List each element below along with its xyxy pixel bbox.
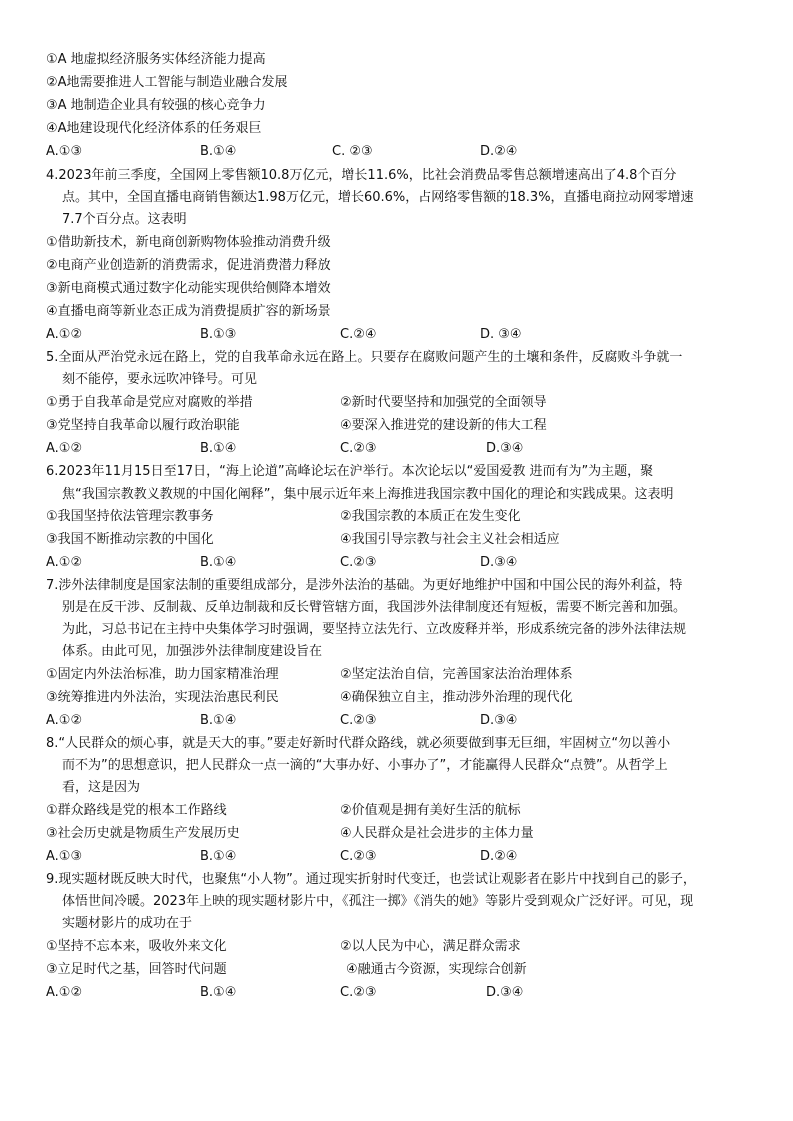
- q4-item-1: ①借助新技术，新电商创新购物体验推动消费升级: [46, 235, 331, 250]
- q8-option-b: B.①④: [200, 849, 237, 864]
- q9-stem-2: 体悟世间冷暖。2023年上映的现实题材影片中，《孤注一掷》《消失的她》等影片受到观众广泛好评。可见，现: [62, 894, 694, 909]
- q3-item-1: ①A 地虚拟经济服务实体经济能力提高: [46, 52, 266, 67]
- q8-option-a: A.①③: [46, 849, 83, 864]
- q9-options: [46, 985, 746, 1001]
- q7-options: [46, 713, 746, 729]
- q8-item-1: ①群众路线是党的根本工作路线: [46, 803, 227, 818]
- q5-option-a: A.①②: [46, 441, 83, 456]
- q7-item-3: ③统筹推进内外法治，实现法治惠民利民: [46, 690, 279, 705]
- q3-item-3: ③A 地制造企业具有较强的核心竞争力: [46, 98, 266, 113]
- q7-option-c: C.②③: [340, 713, 377, 728]
- q7-stem-1: 7.涉外法律制度是国家法制的重要组成部分，是涉外法治的基础。为更好地维护中国和中国公民的海外利益，特: [46, 578, 683, 593]
- q4-item-3: ③新电商模式通过数字化动能实现供给侧降本增效: [46, 281, 331, 296]
- q6-item-1: ①我国坚持依法管理宗教事务: [46, 509, 214, 524]
- q8-stem-1: 8.“人民群众的烦心事，就是天大的事。”要走好新时代群众路线，就必须要做到事无巨细，牢固树立“勿以善小: [46, 736, 671, 751]
- q5-item-4: ④要深入推进党的建设新的伟大工程: [340, 418, 547, 433]
- q9-option-b: B.①④: [200, 985, 237, 1000]
- q6-option-c: C.②③: [340, 555, 377, 570]
- q7-stem-2: 别是在反干涉、反制裁、反单边制裁和反长臂管辖方面，我国涉外法律制度还有短板，需要不断完善和加强。: [62, 600, 687, 615]
- q5-item-3: ③党坚持自我革命以履行政治职能: [46, 418, 240, 433]
- q3-item-4: ④A地建设现代化经济体系的任务艰巨: [46, 121, 262, 136]
- q6-item-3: ③我国不断推动宗教的中国化: [46, 532, 214, 547]
- q7-option-a: A.①②: [46, 713, 83, 728]
- q5-stem-2: 刻不能停，要永远吹冲锋号。可见: [62, 372, 258, 387]
- q4-option-d: D. ③④: [480, 327, 522, 342]
- q4-item-2: ②电商产业创造新的消费需求，促进消费潜力释放: [46, 258, 331, 273]
- q3-option-b: B.①④: [200, 144, 237, 159]
- q7-item-2: ②坚定法治自信，完善国家法治治理体系: [340, 667, 573, 682]
- q8-item-2: ②价值观是拥有美好生活的航标: [340, 803, 521, 818]
- q3-option-d: D.②④: [480, 144, 518, 159]
- q3-options: [46, 144, 746, 160]
- q7-stem-3: 为此，习总书记在主持中央集体学习时强调，要坚持立法先行、立改废释并举，形成系统完备的涉外法律法规: [62, 622, 687, 637]
- q9-stem-1: 9.现实题材既反映大时代，也聚焦“小人物”。通过现实折射时代变迁，也尝试让观影者在影片中找到自己的影子，: [46, 872, 696, 887]
- q4-option-b: B.①③: [200, 327, 237, 342]
- q9-option-c: C.②③: [340, 985, 377, 1000]
- q7-item-4: ④确保独立自主，推动涉外治理的现代化: [340, 690, 573, 705]
- q9-stem-3: 实题材影片的成功在于: [62, 916, 193, 931]
- q4-option-c: C.②④: [340, 327, 377, 342]
- q4-options: [46, 327, 746, 343]
- q8-option-c: C.②③: [340, 849, 377, 864]
- q7-stem-4: 体系。由此可见，加强涉外法律制度建设旨在: [62, 644, 323, 659]
- q5-options: [46, 441, 746, 457]
- q9-item-2: ②以人民为中心，满足群众需求: [340, 939, 521, 954]
- q4-stem-2: 点。其中，全国直播电商销售额达1.98万亿元，增长60.6%，占网络零售额的18.3%，直播电商拉动网零增速: [62, 190, 694, 205]
- q5-option-b: B.①④: [200, 441, 237, 456]
- q5-item-2: ②新时代要坚持和加强党的全面领导: [340, 395, 547, 410]
- q9-item-4: ④融通古今资源，实现综合创新: [346, 962, 527, 977]
- q3-item-2: ②A地需要推进人工智能与制造业融合发展: [46, 75, 288, 90]
- q9-item-1: ①坚持不忘本来，吸收外来文化: [46, 939, 227, 954]
- q7-option-b: B.①④: [200, 713, 237, 728]
- q8-item-4: ④人民群众是社会进步的主体力量: [340, 826, 534, 841]
- q3-option-a: A.①③: [46, 144, 83, 159]
- q7-item-1: ①固定内外法治标准，助力国家精准治理: [46, 667, 279, 682]
- q8-options: [46, 849, 746, 865]
- q4-stem-1: 4.2023年前三季度，全国网上零售额10.8万亿元，增长11.6%，比社会消费品零售总额增速高出了4.8个百分: [46, 168, 677, 183]
- q6-item-2: ②我国宗教的本质正在发生变化: [340, 509, 521, 524]
- q9-item-3: ③立足时代之基，回答时代问题: [46, 962, 227, 977]
- q5-item-1: ①勇于自我革命是党应对腐败的举措: [46, 395, 253, 410]
- q6-item-4: ④我国引导宗教与社会主义社会相适应: [340, 532, 560, 547]
- q8-stem-2: 而不为”的思想意识，把人民群众一点一滴的“大事办好、小事办了”，才能赢得人民群众“点赞”。从哲学上: [62, 758, 668, 773]
- q8-option-d: D.②④: [480, 849, 518, 864]
- q9-option-d: D.③④: [486, 985, 524, 1000]
- q5-option-c: C.②③: [340, 441, 377, 456]
- q6-stem-1: 6.2023年11月15日至17日，“海上论道”高峰论坛在沪举行。本次论坛以“爱国爱教 进而有为”为主题，聚: [46, 464, 654, 479]
- q6-option-b: B.①④: [200, 555, 237, 570]
- q4-item-4: ④直播电商等新业态正成为消费提质扩容的新场景: [46, 304, 331, 319]
- q4-stem-3: 7.7个百分点。这表明: [62, 212, 187, 227]
- q6-stem-2: 焦“我国宗教教义教规的中国化阐释”，集中展示近年来上海推进我国宗教中国化的理论和实践成果。这表明: [62, 487, 674, 502]
- q6-options: [46, 555, 746, 571]
- q5-stem-1: 5.全面从严治党永远在路上，党的自我革命永远在路上。只要存在腐败问题产生的土壤和条件，反腐败斗争就一: [46, 350, 683, 365]
- q7-option-d: D.③④: [480, 713, 518, 728]
- q4-option-a: A.①②: [46, 327, 83, 342]
- q3-option-c: C. ②③: [332, 144, 373, 159]
- q5-option-d: D.③④: [486, 441, 524, 456]
- q9-option-a: A.①②: [46, 985, 83, 1000]
- q8-item-3: ③社会历史就是物质生产发展历史: [46, 826, 240, 841]
- q8-stem-3: 看，这是因为: [62, 780, 141, 795]
- q6-option-a: A.①②: [46, 555, 83, 570]
- q6-option-d: D.③④: [480, 555, 518, 570]
